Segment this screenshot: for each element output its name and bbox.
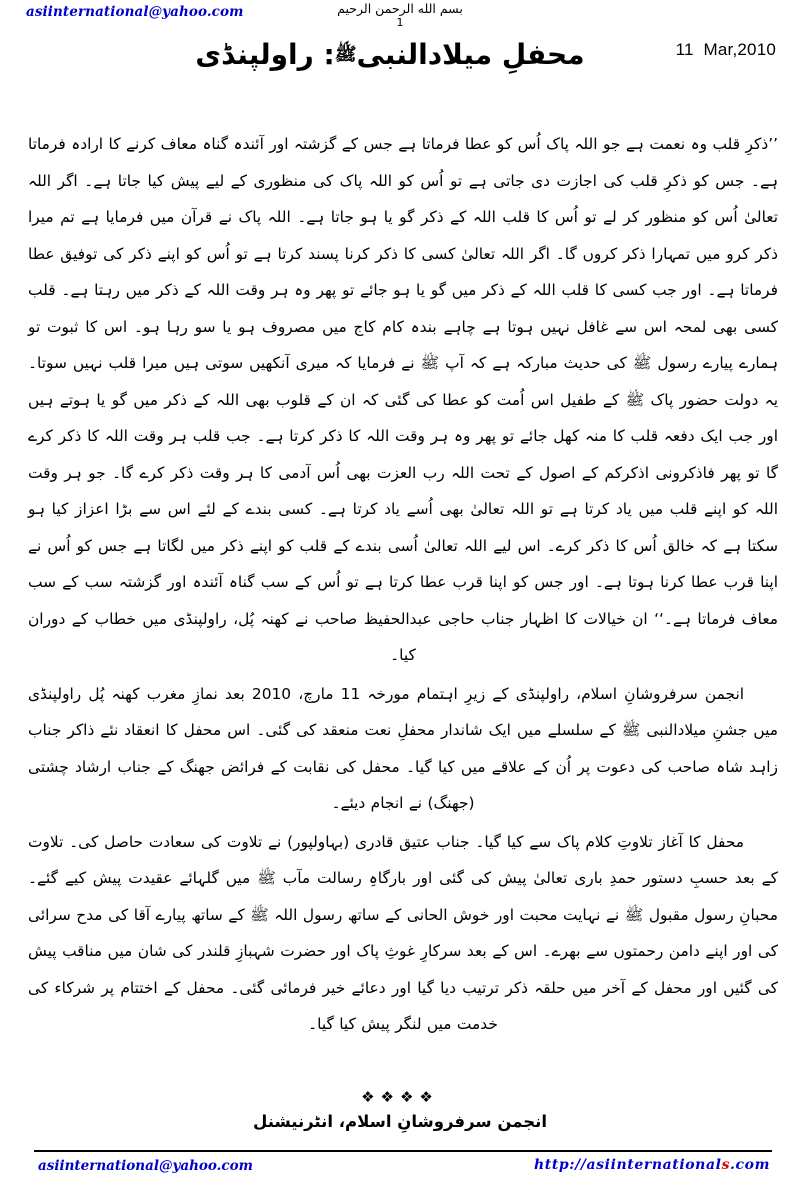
body-paragraph-quote: [28, 126, 778, 674]
paragraph-line: العزت بھی اُس آدمی کا ہر وقت ذکر کرے گا۔ جو ہر وقت اللہ کو اپنے قلب میں یاد کرتا ہے تو اللہ تعالیٰ بھی اُسے یاد کرتا ہے۔ کسی بندے: [28, 463, 778, 518]
footer-website-url[interactable]: [534, 1157, 770, 1173]
body-paragraph-event: [28, 676, 778, 822]
page-title-main: محفلِ میلادالنبی: [356, 38, 585, 71]
footer-url-suffix: .com: [730, 1157, 770, 1173]
bismillah-text: بسم الله الرحمن الرحيم: [337, 1, 463, 16]
footer-url-accent: s: [721, 1157, 731, 1173]
paragraph-line: دیا گیا اور دعائے خیر فرمائی گئی۔ محفل کے اختتام پر شرکاء کی خدمت میں لنگر پیش کیا گیا۔: [28, 978, 498, 1033]
paragraph-line: رہتا ہے۔ قلب کسی بھی لمحہ اس سے غافل نہیں ہوتا ہے چاہے بندہ کام کاج میں مصروف ہو یا سو رہا ہو۔ اس کا ثبوت تو ہمارے پیارے: [28, 281, 779, 372]
organization-signature: انجمن سرفروشانِ اسلام، انٹرنیشنل: [252, 1112, 547, 1131]
prophet-honorific-icon: ﷺ: [334, 44, 357, 65]
paragraph-line: ’’ذکرِ قلب وہ نعمت ہے جو اللہ پاک اُس کو عطا فرماتا ہے جس کے گزشتہ اور آئندہ گناہ معاف کرنے کا ارادہ فرماتا ہے۔ جس کو: [28, 135, 778, 190]
paragraph-line: رسول ﷺ کی حدیث مبارکہ ہے کہ آپ ﷺ نے فرمایا کہ میری آنکھیں سوتی ہیں میرا قلب نہیں سوتا۔ یہ دولت حضور پاک: [28, 354, 778, 409]
paragraph-line: اُن کے علاقے میں کیا گیا۔ محفل کی نقابت کے فرائض جھنگ کے جناب ارشاد چشتی (جھنگ) نے انجام دیئے۔: [28, 757, 572, 812]
page-header: [0, 0, 800, 112]
paragraph-line: بعد حسبِ دستور حمدِ باری تعالیٰ پیش کی گئی اور بارگاہِ رسالت مآب ﷺ میں گلہائے عقیدت پیش کیے گئے۔ محبانِ رسول مقبول: [28, 869, 778, 924]
paragraph-line: پھر وہ ہر وقت اللہ کا ذکر کرتا ہے۔ جب قلب ہر وقت اللہ کا ذکر کرے گا تو پھر فاذکرونی اذکرکم کے اصول کے تحت اللہ رب: [28, 427, 778, 482]
paragraph-line: ﷺ کے طفیل اس اُمت کو عطا کی گئی کہ ان کے قلوب بھی اللہ کے ذکر میں گو یا ہوتے ہیں اور جب ایک دفعہ قلب کا منہ کھل جائے تو: [28, 390, 778, 445]
footer-divider: [34, 1150, 772, 1152]
paragraph-line: فرماتا ہے۔‘‘ ان خیالات کا اظہار جناب حاجی عبدالحفیظ صاحب نے کھنہ پُل، راولپنڈی میں خطاب کے دوران کیا۔: [28, 609, 736, 664]
page-number: 1: [396, 16, 404, 29]
page-title: [180, 34, 600, 76]
paragraph-line: ذکرِ قلب کی اجازت دی جاتی ہے تو اُس کو اللہ پاک کی منظوری کے لیے پیش کیا جاتا ہے۔ اگر اللہ تعالیٰ اُس کو منظور کر لے تو اُس کا قلب: [28, 171, 778, 226]
document-date: 11 Mar,2010: [675, 40, 776, 59]
body-paragraph-proceedings: [28, 824, 778, 1043]
paragraph-line: بھرے۔ اس کے بعد سرکارِ غوثِ پاک اور حضرت شہبازِ قلندر کی شان میں مناقب پیش کی گئیں اور محفل کے آخر میں حلقہ ذکر ترتیب: [28, 942, 778, 997]
paragraph-line: ﷺ نے نہایت محبت اور خوش الحانی کے ساتھ رسول اللہ ﷺ کے ساتھ پیارے آقا کی مدح سرائی کی اور اپنے دامن رحمتوں سے: [28, 905, 778, 960]
paragraph-line: میلادالنبی ﷺ کے سلسلے میں ایک شاندار محفلِ نعت منعقد کی گئی۔ اس محفل کا انعقاد نئے ذاکر جناب زاہد شاہ صاحب کی دعوت پر: [28, 721, 778, 776]
header-email-address[interactable]: asiinternational@yahoo.com: [26, 4, 244, 20]
paragraph-line: انجمن سرفروشانِ اسلام، راولپنڈی کے زیرِ اہتمام مورخہ 11 مارچ، 2010 بعد نمازِ مغرب کھنہ پُل راولپنڈی میں جشنِ: [28, 684, 778, 739]
paragraph-line: کرتا ہے تو اُس کو اپنے ذکر کی توفیق عطا فرماتا ہے۔ اور جب کسی کا قلب اللہ کے ذکر میں گو یا ہو جائے تو پھر وہ ہر وقت اللہ کے ذکر میں: [28, 244, 778, 299]
paragraph-line: کے لئے اس سے بڑا اعزاز کیا ہو سکتا ہے کہ خالق اُس کا ذکر کرے۔ اس لیے اللہ تعالیٰ اُسی بندے کے قلب کو اپنے ذکر میں لگاتا ہے: [28, 500, 778, 555]
diamond-separator-icon: ❖❖❖❖: [361, 1088, 439, 1106]
paragraph-line: جس کو اُس نے اپنا قرب عطا کرنا ہوتا ہے۔ اور جس کو اپنا قرب عطا کرتا ہے تو اُس کے سب گناہ آئندہ اور گزشتہ سب کے سب معاف: [28, 536, 778, 628]
document-body: [28, 126, 778, 1045]
paragraph-line: محفل کا آغاز تلاوتِ کلام پاک سے کیا گیا۔ جناب عتیق قادری (بہاولپور) نے تلاوت کی سعادت حاصل کی۔ تلاوت کے: [28, 832, 778, 887]
footer-email-address[interactable]: asiinternational@yahoo.com: [38, 1158, 253, 1174]
footer-url-prefix: http://asiinternational: [534, 1157, 722, 1173]
page-title-place: : راولپنڈی: [195, 38, 335, 71]
paragraph-line: اللہ کے ذکر گو یا ہو جاتا ہے۔ اللہ پاک نے قرآن میں فرمایا ہے تم میرا ذکر کرو میں تمہارا ذکر کروں گا۔ اگر اللہ تعالیٰ کسی کا ذکر کرنا پسند: [28, 208, 778, 263]
